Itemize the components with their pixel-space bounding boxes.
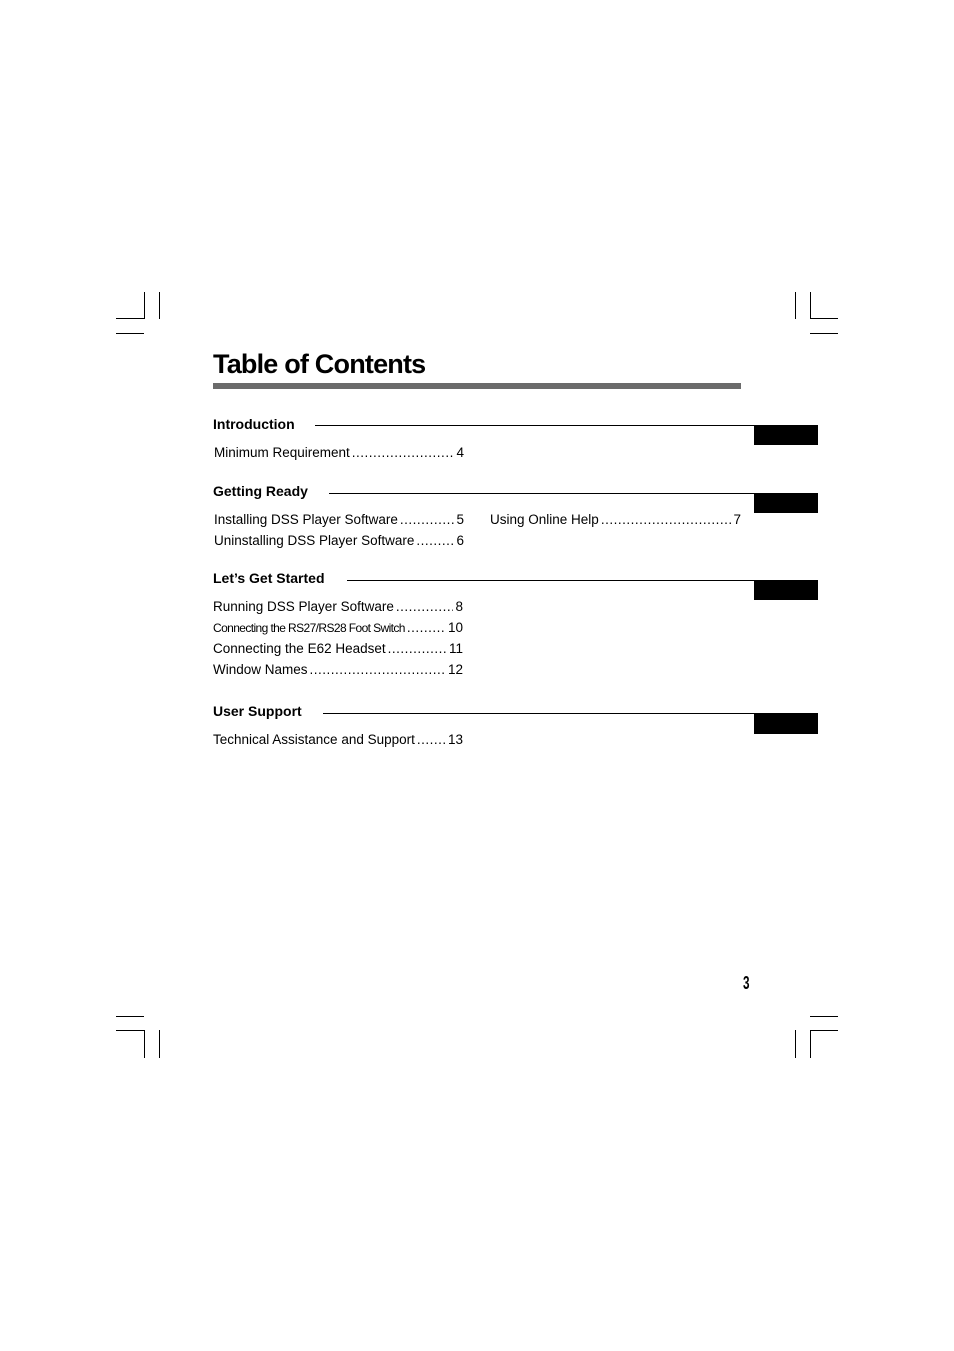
toc-entry[interactable] — [213, 732, 463, 747]
dot-leader — [400, 512, 455, 527]
dot-leader — [352, 445, 455, 460]
toc-entry[interactable] — [214, 512, 464, 527]
section-tab-marker — [754, 493, 818, 513]
toc-entry-page: 4 — [456, 445, 464, 460]
toc-entry[interactable] — [214, 445, 464, 460]
section-rule — [315, 425, 818, 426]
toc-entry-page: 7 — [733, 512, 741, 527]
section-tab-marker — [754, 580, 818, 600]
section-heading-introduction: Introduction — [213, 416, 295, 432]
crop-mark — [159, 1030, 160, 1058]
section-tab-marker — [754, 714, 818, 734]
toc-entry-label: Installing DSS Player Software — [214, 512, 398, 527]
section-rule — [323, 713, 818, 714]
crop-mark — [116, 333, 144, 334]
crop-mark — [116, 1030, 144, 1031]
crop-mark — [116, 1016, 144, 1017]
toc-entry[interactable] — [490, 512, 741, 527]
toc-entry-label: Technical Assistance and Support — [213, 732, 415, 747]
dot-leader — [388, 641, 447, 656]
toc-entry-label: Window Names — [213, 662, 308, 677]
crop-mark — [144, 1030, 145, 1058]
toc-entry-label: Running DSS Player Software — [213, 599, 394, 614]
crop-mark — [810, 318, 838, 319]
toc-entry-label: Minimum Requirement — [214, 445, 350, 460]
toc-entry-label: Uninstalling DSS Player Software — [214, 533, 415, 548]
crop-mark — [810, 292, 811, 319]
crop-mark — [810, 333, 838, 334]
section-rule — [329, 493, 818, 494]
toc-entry-label: Connecting the RS27/RS28 Foot Switch — [213, 621, 405, 635]
section-heading-lets-get-started: Let’s Get Started — [213, 570, 325, 586]
toc-entry-label: Connecting the E62 Headset — [213, 641, 386, 656]
dot-leader — [416, 533, 454, 548]
toc-entry-page: 13 — [447, 732, 463, 747]
crop-mark — [810, 1030, 811, 1058]
section-heading-user-support: User Support — [213, 703, 302, 719]
crop-mark — [144, 292, 145, 319]
crop-mark — [810, 1016, 838, 1017]
section-tab-marker — [754, 425, 818, 445]
crop-mark — [116, 318, 144, 319]
dot-leader — [310, 662, 446, 677]
toc-entry-page: 10 — [447, 620, 463, 635]
title-underline-bar — [213, 383, 741, 389]
toc-entry-label: Using Online Help — [490, 512, 599, 527]
dot-leader — [601, 512, 732, 527]
crop-mark — [795, 292, 796, 319]
toc-entry[interactable] — [213, 620, 463, 635]
page-title: Table of Contents — [213, 349, 426, 379]
dot-leader — [417, 732, 446, 747]
toc-entry-page: 12 — [447, 662, 463, 677]
toc-entry-page: 5 — [456, 512, 464, 527]
toc-entry-page: 11 — [448, 641, 463, 656]
toc-entry-page: 6 — [456, 533, 464, 548]
page-number: 3 — [743, 973, 750, 993]
crop-mark — [810, 1030, 838, 1031]
dot-leader — [407, 620, 446, 635]
toc-entry[interactable] — [213, 662, 463, 677]
dot-leader — [396, 599, 454, 614]
section-rule — [347, 580, 818, 581]
crop-mark — [159, 292, 160, 319]
toc-entry-page: 8 — [455, 599, 463, 614]
section-heading-getting-ready: Getting Ready — [213, 483, 308, 499]
toc-entry[interactable] — [213, 599, 463, 614]
crop-mark — [795, 1030, 796, 1058]
toc-entry[interactable] — [214, 533, 464, 548]
toc-entry[interactable] — [213, 641, 463, 656]
